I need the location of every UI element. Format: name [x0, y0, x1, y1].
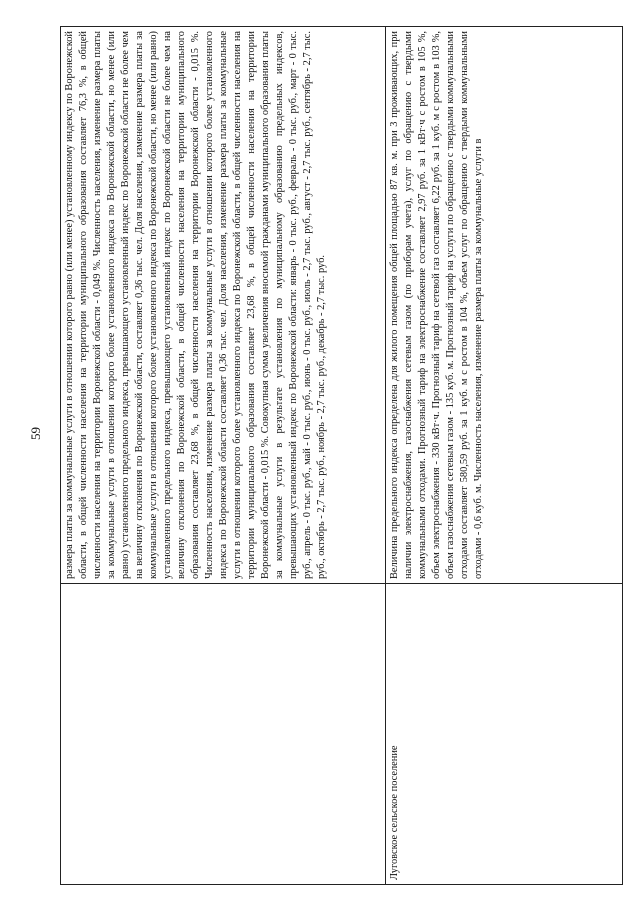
- page-number: 59: [28, 427, 43, 440]
- settlement-cell: [61, 584, 386, 885]
- description-cell: размера платы за коммунальные услуги в отношении которого равно (или менее) установленному индексу по Воронежской области, в общей численности населения на территории муниципального образования составляет 76,3 %, в общей численности населения на территории Воронежской области - 0,049 %. Численность населения, изменение размера платы за коммунальные услуги в отношении которого более установленного индекса по Воронежской области, но менее (или равно) установленного предельного индекса, превышающего установленный индекс по Воронежской области не более чем на величину отклонения по Воронежской области, составляет 0,36 тыс. чел. Доля населения, изменение размера платы за коммунальные услуги в отношении которого более установленного индекса по Воронежской области, но менее (или равно) установленного предельного индекса, превышающего установленный индекс по Воронежской области не более чем на величину отклонения по Воронежской области, в общей численности населения на территории муниципального образования составляет 23,68 %, в общей численности населения на территории Воронежской области - 0,015 %. Численность населения, изменение размера платы за коммунальные услуги в отношении которого более установленного индекса по Воронежской области составляет 0,36 тыс. чел. Доля населения, изменение размера платы за коммунальные услуги в отношении которого более установленного индекса по Воронежской области, в общей численности населения на территории муниципального образования составляет 23,68 %, в общей численности населения на территории Воронежской области - 0,015 %. Совокупная сумма увеличения вносимой гражданами муниципального образования платы за коммунальные услуги в результате установления по муниципальному образованию предельных индексов, превышающих установленный индекс по Воронежской области: январь - 0 тыс. руб., февраль - 0 тыс. руб., март - 0 тыс. руб., апрель - 0 тыс. руб., май - 0 тыс. руб., июнь - 0 тыс. руб., июль - 2,7 тыс. руб., август - 2,7 тыс. руб., сентябрь - 2,7 тыс. руб., октябрь - 2,7 тыс. руб., ноябрь - 2,7 тыс. руб., декабрь - 2,7 тыс. руб.: [61, 27, 386, 584]
- rotated-table-container: [60, 31, 615, 885]
- table-row: [61, 27, 386, 885]
- indices-table: [60, 26, 623, 885]
- document-page: [60, 31, 615, 885]
- table-row: [386, 27, 623, 885]
- description-cell: Величина предельного индекса определена для жилого помещения общей площадью 87 кв. м. при 3 проживающих, при наличии электроснабжения, газоснабжения сетевым газом (по приборам учета), услуг по обращению с твердыми коммунальными отходами. Прогнозный тариф на электроснабжение составляет 2,97 руб. за 1 кВт·ч с ростом в 105 %, объем электроснабжения - 330 кВт·ч. Прогнозный тариф на сетевой газ составляет 6,22 руб. за 1 куб. м с ростом в 103 %, объем газоснабжения сетевым газом - 135 куб. м. Прогнозный тариф на услуги по обращению с твердыми коммунальными отходами составляет 580,59 руб. за 1 куб. м с ростом в 104 %, объем услуг по обращению с твердыми коммунальными отходами - 0,6 куб. м. Численность населения, изменение размера платы за коммунальные услуги в: [386, 27, 623, 584]
- settlement-cell: Луговское сельское поселение: [386, 584, 623, 885]
